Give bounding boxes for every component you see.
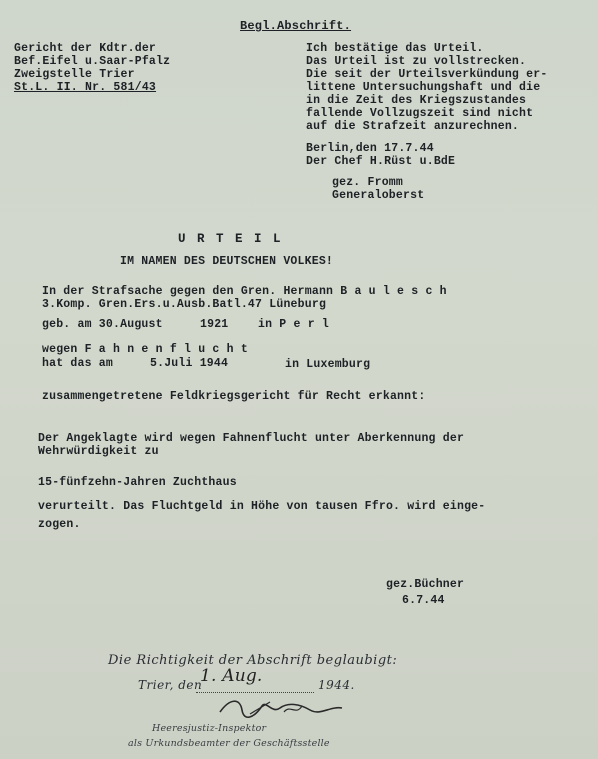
confirmation-line-7: auf die Strafzeit anzurechnen. <box>306 120 520 133</box>
confirmation-line-6: fallende Vollzugszeit sind nicht <box>306 107 534 120</box>
certification-title-2: als Urkundsbeamter der Geschäftsstelle <box>128 738 330 749</box>
confirmation-rank: Generaloberst <box>332 189 425 202</box>
certification-year: 1944. <box>318 678 355 692</box>
confirmation-line-3: Die seit der Urteilsverkündung er- <box>306 68 548 81</box>
court-line-3: Zweigstelle Trier <box>14 68 135 81</box>
case-line-1: In der Strafsache gegen den Gren. Hermann B a u l e s c h <box>42 285 447 298</box>
certification-text: Die Richtigkeit der Abschrift beglaubigt: <box>108 653 398 668</box>
sentence-term: 15-fünfzehn-Jahren Zuchthaus <box>38 476 237 489</box>
date-line <box>196 692 314 693</box>
confirmation-chief: Der Chef H.Rüst u.BdE <box>306 155 456 168</box>
verdict-subtitle: IM NAMEN DES DEUTSCHEN VOLKES! <box>120 255 334 268</box>
certification-title-1: Heeresjustiz-Inspektor <box>152 723 267 734</box>
judge-date: 6.7.44 <box>402 594 445 607</box>
court-assembled: zusammengetretene Feldkriegsgericht für Recht erkannt: <box>42 390 426 403</box>
certification-place: Trier, den <box>138 678 203 692</box>
judge-signed: gez.Büchner <box>386 578 465 591</box>
court-line-1: Gericht der Kdtr.der <box>14 42 157 55</box>
court-date: 5.Juli 1944 <box>150 357 229 370</box>
verdict-title: U R T E I L <box>178 232 283 246</box>
court-line-2: Bef.Eifel u.Saar-Pfalz <box>14 55 171 68</box>
confirmation-line-1: Ich bestätige das Urteil. <box>306 42 484 55</box>
sentence-line-1: Der Angeklagte wird wegen Fahnenflucht unter Aberkennung der <box>38 432 465 445</box>
confirmation-line-2: Das Urteil ist zu vollstrecken. <box>306 55 527 68</box>
birth-label: geb. am 30.August <box>42 318 163 331</box>
confirmation-place-date: Berlin,den 17.7.44 <box>306 142 434 155</box>
confirmation-line-5: in die Zeit des Kriegszustandes <box>306 94 527 107</box>
birth-place: in P e r l <box>258 318 330 331</box>
birth-year: 1921 <box>200 318 229 331</box>
handwritten-signature <box>210 694 350 722</box>
charge-label: wegen F a h n e n f l u c h t <box>42 343 248 356</box>
confirmation-line-4: littene Untersuchungshaft und die <box>306 81 541 94</box>
document-title: Begl.Abschrift. <box>240 19 352 33</box>
confirmation-signed: gez. Fromm <box>332 176 404 189</box>
court-date-label: hat das am <box>42 357 114 370</box>
sentence-line-4: zogen. <box>38 518 81 531</box>
case-number: St.L. II. Nr. 581/43 <box>14 81 157 94</box>
sentence-line-3: verurteilt. Das Fluchtgeld in Höhe von tausen Ffro. wird einge- <box>38 500 486 513</box>
sentence-line-2: Wehrwürdigkeit zu <box>38 445 159 458</box>
case-line-2: 3.Komp. Gren.Ers.u.Ausb.Batl.47 Lüneburg <box>42 298 327 311</box>
handwritten-date: 1. Aug. <box>200 666 263 686</box>
court-place: in Luxemburg <box>285 358 371 371</box>
